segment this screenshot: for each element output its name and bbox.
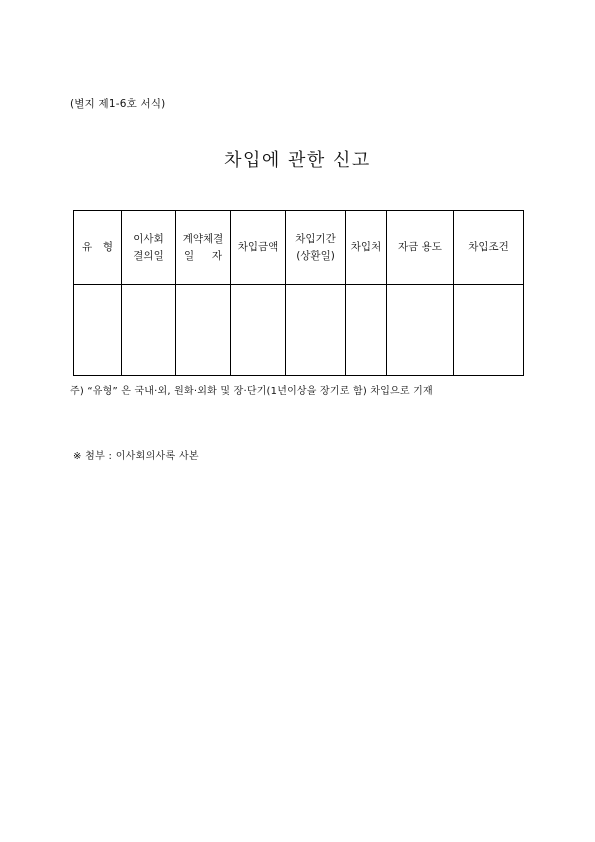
table-header-row — [74, 211, 524, 285]
header-borrowing-amount: 차입금액 — [231, 211, 286, 285]
cell-board-resolution-date[interactable] — [122, 285, 176, 376]
cell-fund-usage[interactable] — [387, 285, 454, 376]
header-fund-usage: 자금 용도 — [387, 211, 454, 285]
attachment-note: ※ 첨부 : 이사회의사록 사본 — [73, 451, 199, 462]
table-row — [74, 285, 524, 376]
cell-borrowing-amount[interactable] — [231, 285, 286, 376]
cell-borrowing-period[interactable] — [286, 285, 346, 376]
header-board-resolution-date: 이사회 결의일 — [122, 211, 176, 285]
cell-borrowing-terms[interactable] — [454, 285, 524, 376]
footnote: 주) “유형” 은 국내·외, 원화·외화 및 장·단기(1년이상을 장기로 함) 차입으로 기재 — [70, 386, 433, 397]
cell-type[interactable] — [74, 285, 122, 376]
cell-lender[interactable] — [346, 285, 387, 376]
header-type-label: 유 형 — [82, 241, 113, 253]
cell-contract-date[interactable] — [176, 285, 231, 376]
header-borrowing-period: 차입기간 (상환일) — [286, 211, 346, 285]
page-title: 차입에 관한 신고 — [224, 150, 371, 171]
form-number: (별지 제1-6호 서식) — [70, 98, 166, 110]
header-borrowing-terms: 차입조건 — [454, 211, 524, 285]
header-lender: 차입처 — [346, 211, 387, 285]
header-contract-date: 계약체결 일 자 — [176, 211, 231, 285]
header-type — [74, 211, 122, 285]
report-table — [73, 210, 524, 376]
